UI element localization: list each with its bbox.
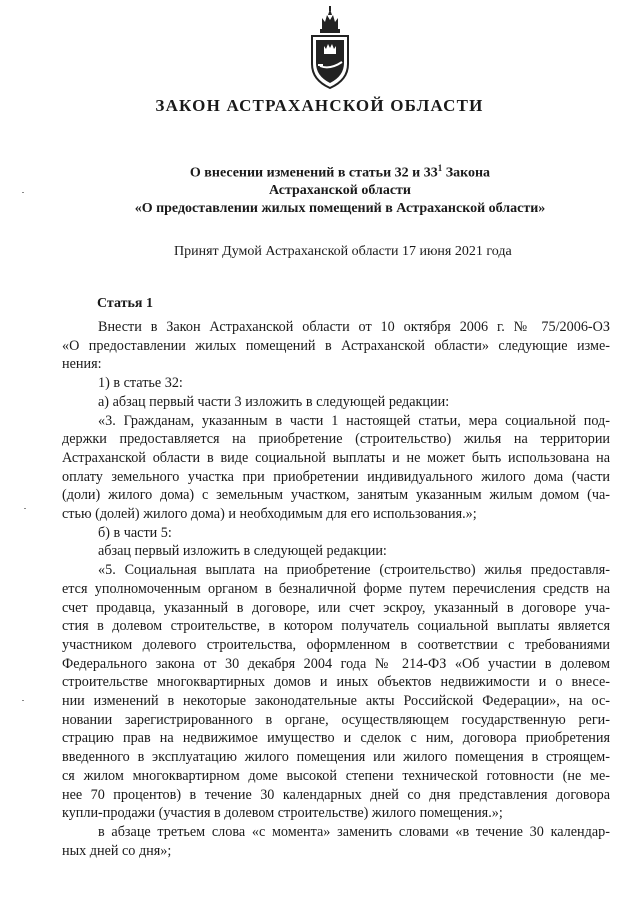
text-line: Астраханской области в виде социальной выплаты и не может быть использована на — [62, 449, 610, 466]
text-line: новании зарегистрированного в органе, осуществляющем государственную реги- — [62, 711, 610, 728]
text-line: 1) в статье 32: — [98, 375, 183, 392]
adoption-note: Принят Думой Астраханской области 17 июня 2021 года — [174, 244, 512, 259]
text-line: «О предоставлении жилых помещений в Астраханской области» следующие изме- — [62, 337, 610, 354]
text-line: страцию прав на недвижимое имущество и сделок с ним, договора приобретения — [62, 730, 610, 747]
text-line: купли-продажи (участия в долевом строительстве) жилого помещения.»; — [62, 805, 503, 822]
text-line: ется уполномоченным органом в безналичной форме путем перечисления средств на — [62, 580, 610, 597]
text-line: держки предоставляется на приобретение (строительство) жилья на территории — [62, 431, 610, 448]
text-line: стью (долей) жилого дома) и необходимым для его использования.»; — [62, 506, 477, 523]
subtitle-line-2: Астраханской области — [268, 183, 412, 199]
scan-speck — [22, 700, 24, 701]
text-line: Внести в Закон Астраханской области от 10 октября 2006 г. № 75/2006-ОЗ — [98, 319, 610, 335]
text-line: нее 70 процентов) в течение 30 календарных дней со дня представления договора — [62, 786, 610, 803]
text-line: абзац первый изложить в следующей редакции: — [98, 543, 387, 560]
article-body — [62, 318, 610, 860]
text-line: строительстве многоквартирных домов и иных объектов недвижимости и о внесе- — [62, 674, 610, 691]
text-line: ся жилом многоквартирном доме высокой степени технической готовности (не ме- — [62, 767, 610, 784]
text-line: «3. Гражданам, указанным в части 1 настоящей статьи, мера социальной под- — [98, 412, 610, 429]
text-line: ных дней со дня»; — [62, 842, 172, 859]
article-title: Статья 1 — [97, 296, 153, 311]
document-title: ЗАКОН АСТРАХАНСКОЙ ОБЛАСТИ — [155, 96, 484, 115]
document-subtitle — [40, 160, 639, 217]
text-line: Федерального закона от 30 декабря 2004 года № 214-ФЗ «Об участии в долевом — [62, 655, 610, 672]
scan-speck — [22, 192, 24, 193]
text-line: введенного в эксплуатацию жилого помещения или жилого помещения в строящем- — [62, 749, 610, 766]
text-line: нии изменений в некоторые законодательные акты Российской Федерации», на ос- — [62, 693, 610, 710]
text-line: участником долевого строительства, оформленном в соответствии с требованиями — [62, 636, 610, 653]
subtitle-line-3: «О предоставлении жилых помещений в Астраханской области» — [134, 200, 546, 216]
text-line: (доли) жилого дома) с земельным участком, занятым указанным жилым домом (ча- — [62, 487, 610, 504]
text-line: б) в части 5: — [98, 524, 172, 541]
text-line: нения: — [62, 356, 102, 373]
text-line: «5. Социальная выплата на приобретение (строительство) жилья предоставля- — [98, 562, 610, 579]
text-line: а) абзац первый части 3 изложить в следующей редакции: — [98, 393, 450, 410]
text-line: стия в долевом строительстве, в котором получатель социальной выплаты является — [62, 618, 610, 635]
text-line: в абзаце третьем слова «с момента» заменить словами «в течение 30 календар- — [98, 823, 610, 840]
scan-speck — [24, 508, 26, 509]
coat-of-arms-emblem — [298, 6, 362, 90]
text-line: счет продавца, указанный в договоре, или счет эскроу, указанный в договоре уча- — [62, 599, 610, 616]
text-line: оплату земельного участка при приобретении индивидуального жилого дома (части — [62, 468, 610, 485]
subtitle-line-1: О внесении изменений в статьи 32 и $33^1$ Закона — [189, 163, 491, 181]
